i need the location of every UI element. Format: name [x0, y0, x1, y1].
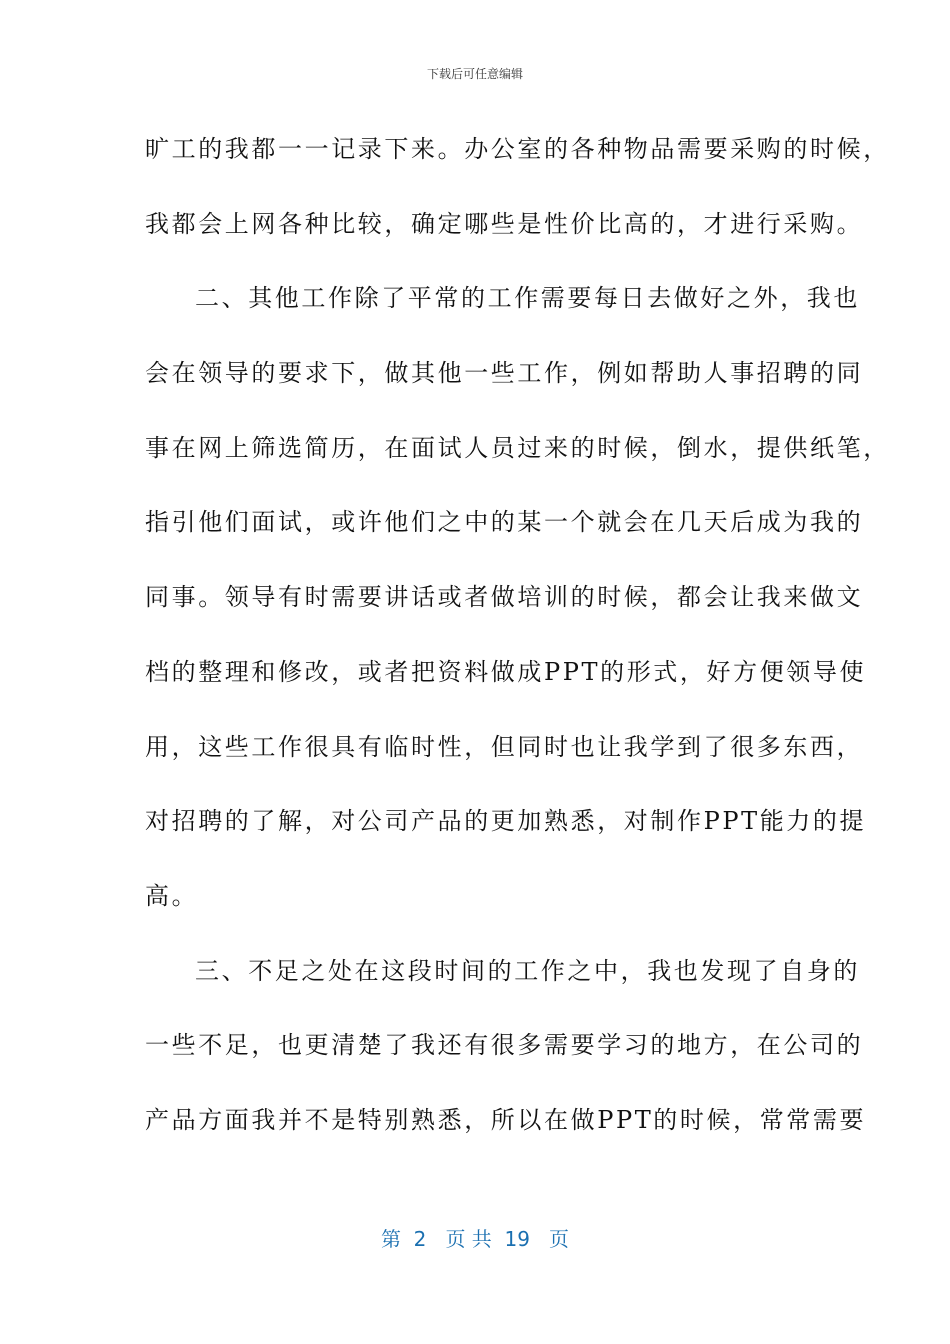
text-line: 档的整理和修改，或者把资料做成PPT的形式，好方便领导使 [145, 657, 867, 686]
text-line: 产品方面我并不是特别熟悉，所以在做PPT的时候，常常需要 [145, 1105, 867, 1134]
text-line: 会在领导的要求下，做其他一些工作，例如帮助人事招聘的同 [145, 359, 864, 388]
text-line: 用，这些工作很具有临时性，但同时也让我学到了很多东西， [145, 732, 864, 761]
text-line: 我都会上网各种比较，确定哪些是性价比高的，才进行采购。 [145, 209, 864, 238]
page-number-footer: 第 2 页 共 19 页 [380, 1227, 570, 1251]
text-line: 指引他们面试，或许他们之中的某一个就会在几天后成为我的 [145, 508, 864, 537]
text-line: 对招聘的了解，对公司产品的更加熟悉，对制作PPT能力的提 [145, 807, 867, 836]
text-line: 高。 [145, 881, 199, 910]
text-line: 旷工的我都一一记录下来。办公室的各种物品需要采购的时候， [145, 135, 890, 163]
text-line: 一些不足，也更清楚了我还有很多需要学习的地方，在公司的 [145, 1031, 864, 1060]
text-line: 事在网上筛选简历，在面试人员过来的时候，倒水，提供纸笔， [145, 433, 890, 462]
document-body [145, 112, 890, 1158]
page-header: 下载后可任意编辑 [426, 67, 523, 81]
paragraph-start-line: 三、不足之处在这段时间的工作之中，我也发现了自身的 [195, 956, 860, 985]
paragraph-start-line: 二、其他工作除了平常的工作需要每日去做好之外，我也 [195, 284, 860, 313]
text-line: 同事。领导有时需要讲话或者做培训的时候，都会让我来做文 [145, 583, 864, 612]
